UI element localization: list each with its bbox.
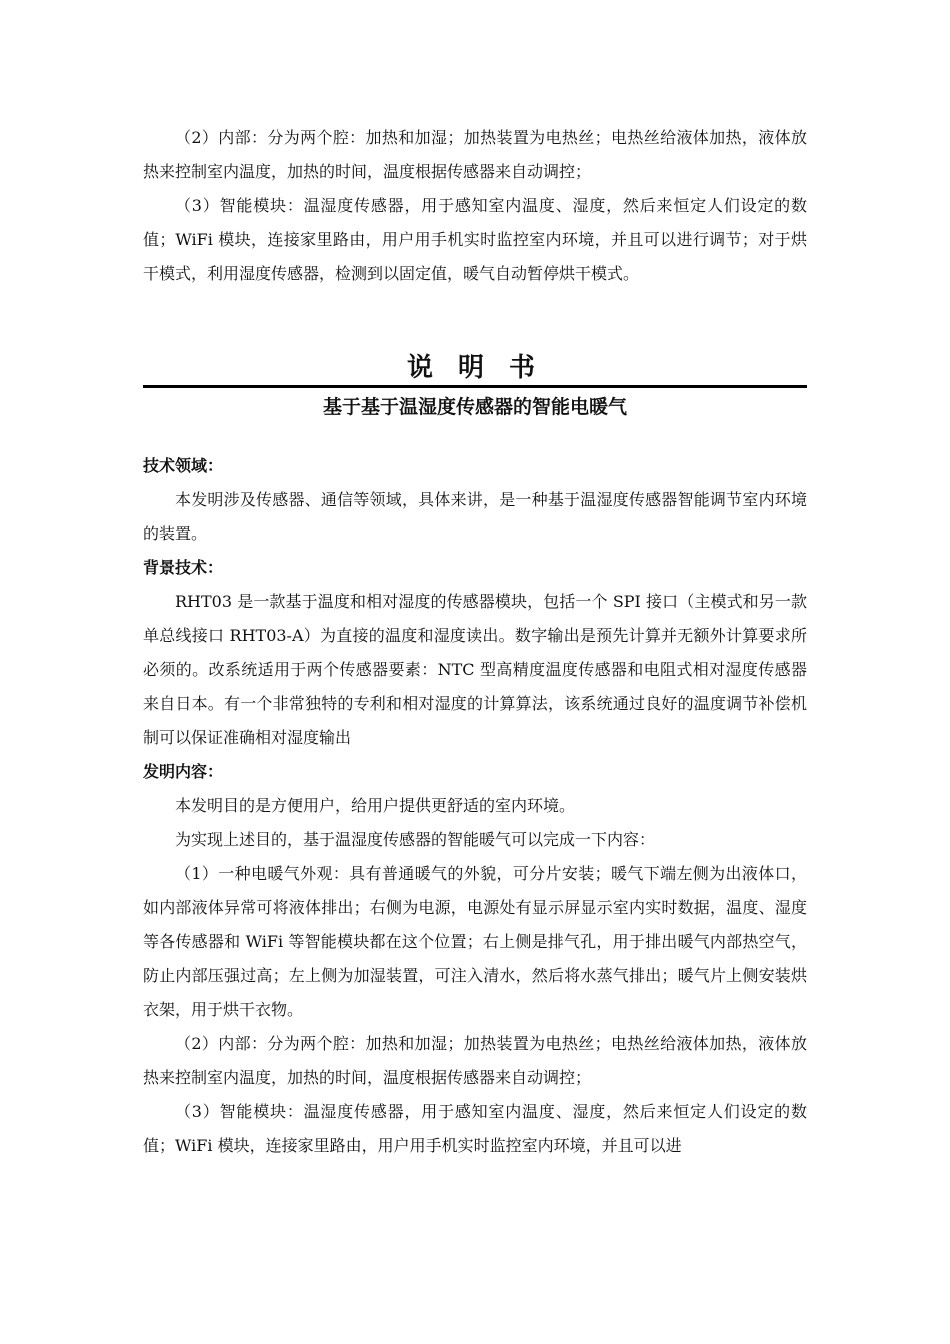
title-divider bbox=[143, 385, 807, 388]
heading-background: 背景技术： bbox=[143, 558, 224, 577]
document-subtitle: 基于基于温湿度传感器的智能电暖气 bbox=[322, 396, 627, 418]
heading-tech-field: 技术领域： bbox=[143, 456, 224, 475]
paragraph-invention-appearance: （1）一种电暖气外观：具有普通暖气的外貌，可分片安装；暖气下端左侧为出液体口，如内部液体异常可将液体排出；右侧为电源，电源处有显示屏显示室内实时数据，温度、湿度等各传感器和 WiFi 等智能模块都在这个位置；右上侧是排气孔，用于排出暖气内部热空气，防止内部压强过高；左上侧为加湿装置，可注入清水，然后将水蒸气排出；暖气片上侧安装烘衣架，用于烘干衣物。 bbox=[143, 864, 807, 1019]
paragraph-invention-purpose: 本发明目的是方便用户，给用户提供更舒适的室内环境。 bbox=[175, 796, 576, 815]
paragraph-invention-smart-module: （3）智能模块：温湿度传感器，用于感知室内温度、湿度，然后来恒定人们设定的数值；WiFi 模块，连接家里路由，用户用手机实时监控室内环境，并且可以进 bbox=[143, 1102, 807, 1155]
document-title: 说 明 书 bbox=[406, 353, 544, 383]
paragraph-smart-module: （3）智能模块：温湿度传感器，用于感知室内温度、湿度，然后来恒定人们设定的数值；WiFi 模块，连接家里路由，用户用手机实时监控室内环境，并且可以进行调节；对于烘干模式，利用湿度传感器，检测到以固定值，暖气自动暂停烘干模式。 bbox=[143, 196, 807, 283]
paragraph-background: RHT03 是一款基于温度和相对湿度的传感器模块，包括一个 SPI 接口（主模式和另一款单总线接口 RHT03-A）为直接的温度和湿度读出。数字输出是预先计算并无额外计算要求所必须的。改系统适用于两个传感器要素：NTC 型高精度温度传感器和电阻式相对湿度传感器来自日本。有一个非常独特的专利和相对湿度的计算算法，该系统通过良好的温度调节补偿机制可以保证准确相对湿度输出 bbox=[143, 592, 807, 747]
paragraph-invention-intro: 为实现上述目的，基于温湿度传感器的智能暖气可以完成一下内容： bbox=[175, 830, 656, 849]
paragraph-invention-internal: （2）内部：分为两个腔：加热和加湿；加热装置为电热丝；电热丝给液体加热，液体放热来控制室内温度，加热的时间，温度根据传感器来自动调控； bbox=[143, 1034, 807, 1087]
body-section bbox=[143, 449, 807, 1163]
paragraph-internal-structure: （2）内部：分为两个腔：加热和加湿；加热装置为电热丝；电热丝给液体加热，液体放热来控制室内温度，加热的时间，温度根据传感器来自动调控； bbox=[143, 128, 807, 181]
heading-invention: 发明内容： bbox=[143, 762, 224, 781]
top-section bbox=[143, 121, 807, 291]
paragraph-tech-field: 本发明涉及传感器、通信等领域，具体来讲，是一种基于温湿度传感器智能调节室内环境的装置。 bbox=[143, 490, 807, 543]
